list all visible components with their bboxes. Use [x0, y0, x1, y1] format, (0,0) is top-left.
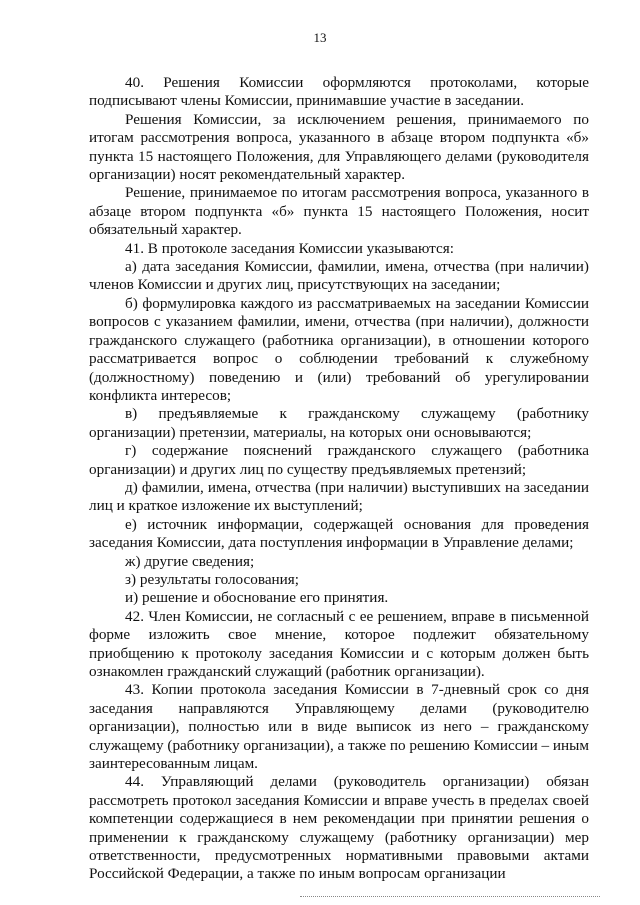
item-b: б) формулировка каждого из рассматриваемых на заседании Комиссии вопросов с указанием фамилии, имени, отчества (при наличии), должности гражданского служащего (работника организации), в отношении которого рассматривается вопрос о соблюдении требований к служебному (должностному) поведению и (или) требований об урегулировании конфликта интересов;	[89, 294, 589, 404]
item-i: и) решение и обоснование его принятия.	[125, 589, 389, 607]
item-zh: ж) другие сведения;	[125, 552, 255, 570]
paragraph-44: 44. Управляющий делами (руководитель организации) обязан рассмотреть протокол заседания Комиссии и вправе учесть в пределах своей компетенции содержащиеся в нем рекомендации при принятии решения о применении к гражданскому служащему (работнику организации) мер ответственности, предусмотренных нормативными правовыми актами Российской Федерации, а также по иным вопросам организации	[89, 773, 589, 883]
item-d: д) фамилии, имена, отчества (при наличии) выступивших на заседании лиц и краткое изложение их выступлений;	[89, 478, 589, 515]
paragraph-43: 43. Копии протокола заседания Комиссии в 7-дневный срок со дня заседания направляются Управляющему делами (руководителю организации), полностью или в виде выписок из него – гражданскому служащему (работнику организации), а также по решению Комиссии – иным заинтересованным лицам.	[89, 681, 589, 773]
item-v: в) предъявляемые к гражданскому служащему (работнику организации) претензии, материалы, на которых они основываются;	[89, 405, 589, 441]
item-a: а) дата заседания Комиссии, фамилии, имена, отчества (при наличии) членов Комиссии и других лиц, присутствующих на заседании;	[89, 258, 589, 294]
paragraph-40-recommendations: Решения Комиссии, за исключением решения, принимаемого по итогам рассмотрения вопроса, указанного в абзаце втором подпункта «б» пункта 15 настоящего Положения, для Управляющего делами (руководителя организации) носят рекомендательный характер.	[89, 110, 589, 184]
page-number: 13	[313, 30, 327, 45]
item-z: з) результаты голосования;	[125, 570, 300, 588]
paragraph-40: 40. Решения Комиссии оформляются протоколами, которые подписывают члены Комиссии, принимавшие участие в заседании.	[89, 74, 589, 110]
document-body	[89, 74, 589, 884]
item-g: г) содержание пояснений гражданского служащего (работника организации) и других лиц по существу предъявляемых претензий;	[89, 442, 589, 478]
paragraph-40-mandatory: Решение, принимаемое по итогам рассмотрения вопроса, указанного в абзаце втором подпункта «б» пункта 15 настоящего Положения, носит обязательный характер.	[89, 184, 589, 239]
item-e: е) источник информации, содержащей основания для проведения заседания Комиссии, дата поступления информации в Управление делами;	[89, 515, 589, 552]
paragraph-41: 41. В протоколе заседания Комиссии указываются:	[125, 239, 454, 257]
scan-edge-divider	[300, 896, 600, 897]
paragraph-42: 42. Член Комиссии, не согласный с ее решением, вправе в письменной форме изложить свое мнение, которое подлежит обязательному приобщению к протоколу заседания Комиссии и с которым должен быть ознакомлен гражданский служащий (работник организации).	[89, 607, 589, 680]
